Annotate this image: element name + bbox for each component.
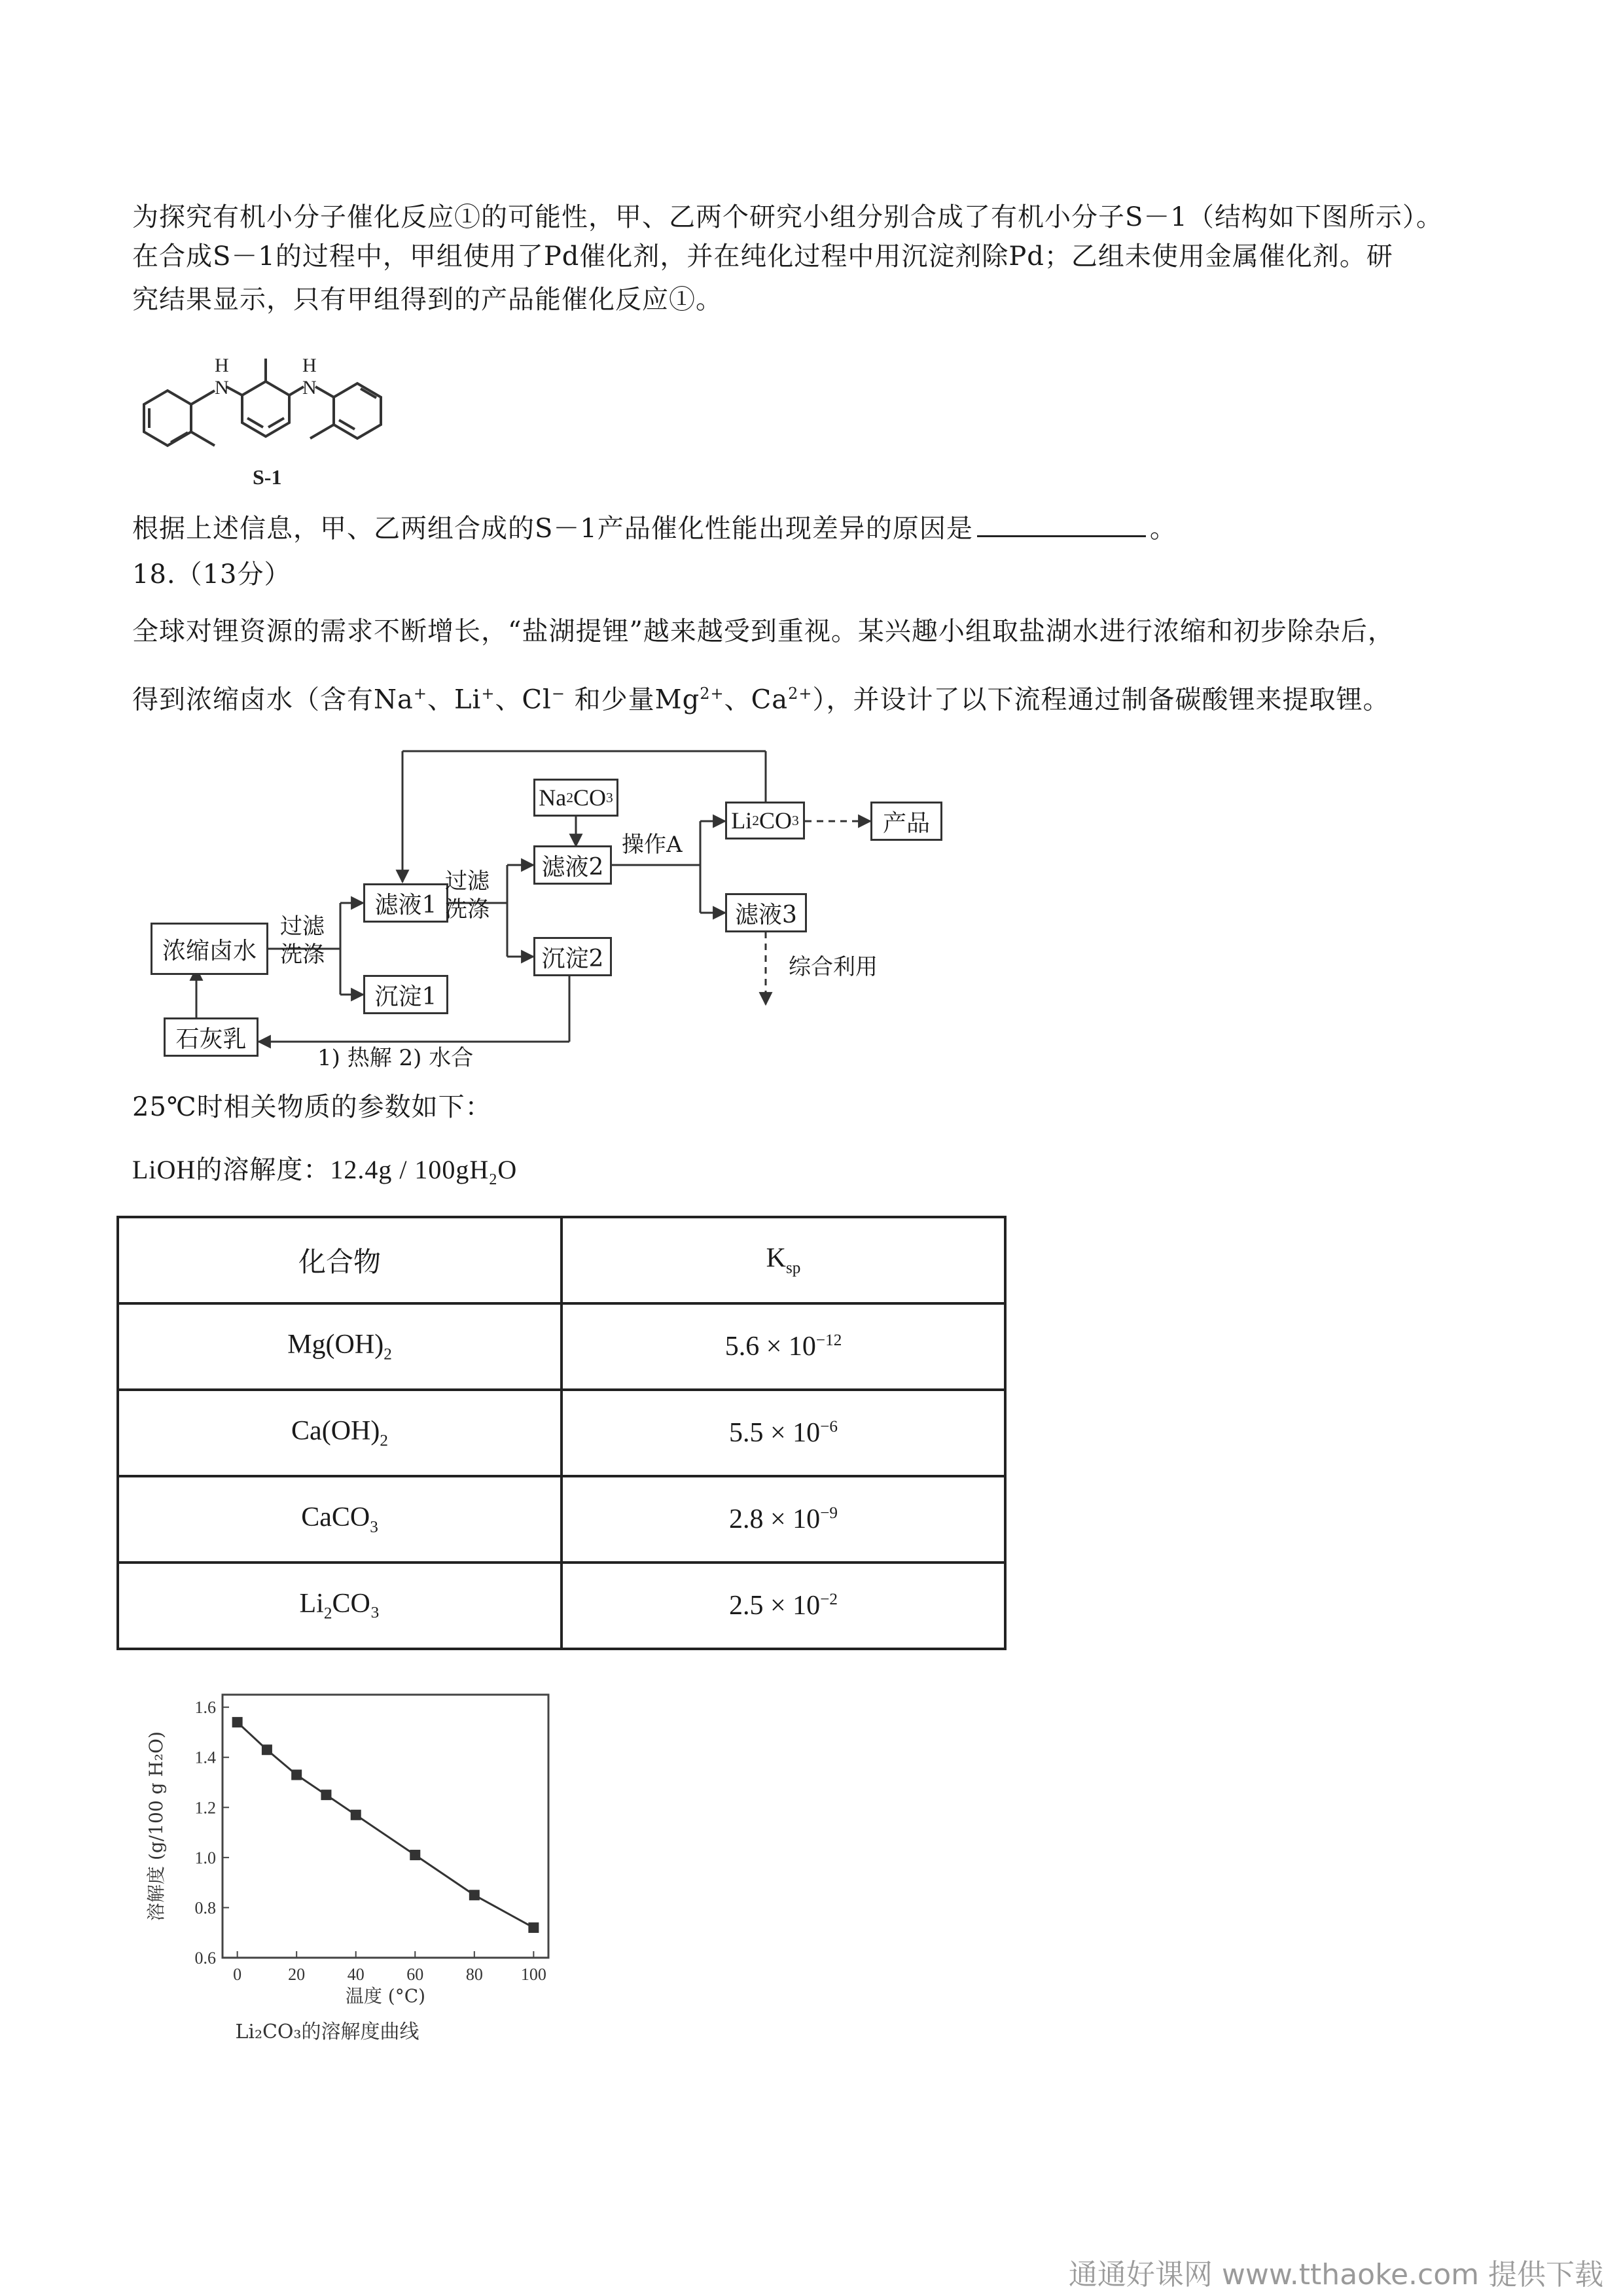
na2co3-co: CO [573,785,606,811]
brine-box: 浓缩卤水 [151,923,268,975]
compound-cell [118,1563,562,1649]
table-row [118,1563,1005,1649]
filtrate3-box: 滤液3 [725,893,807,932]
q18-sep-4: 、Ca [724,684,789,715]
compound-cell [118,1476,562,1563]
table-header-row [118,1217,1005,1303]
li2co3-sub2: 3 [792,812,799,828]
compound-tail: CO₃ [332,1589,380,1619]
x-tick-label: 20 [288,1965,306,1984]
compound-cell [118,1390,562,1476]
data-point [528,1922,539,1933]
data-point [351,1810,361,1820]
wash-label-2: 洗涤 [445,896,490,923]
filter-label-1: 过滤 [280,913,325,940]
compound-sub: 2 [383,1345,392,1364]
data-point [291,1770,302,1780]
li2co3-sub1: 2 [752,812,759,828]
na-charge: + [413,684,427,703]
h-label-1: H [215,355,229,376]
ksp-exponent: −6 [820,1418,838,1436]
q18-line-1: 全球对锂资源的需求不断增长，“盐湖提锂”越来越受到重视。某兴趣小组取盐湖水进行浓缩和初步除杂后， [132,616,1395,646]
intro-line-1: 为探究有机小分子催化反应①的可能性，甲、乙两个研究小组分别合成了有机小分子S－1（结构如下图所示）。 [132,202,1443,232]
y-tick-label: 1.0 [194,1848,216,1867]
data-point [262,1744,272,1755]
q18-line-2b: ），并设计了以下流程通过制备碳酸锂来提取锂。 [812,684,1390,715]
table-header-ksp [562,1217,1005,1303]
y-tick-label: 1.4 [194,1748,216,1767]
na2co3-box [533,779,618,817]
lime-box: 石灰乳 [164,1017,259,1057]
data-point [469,1890,480,1900]
cl-charge: − [551,684,565,703]
table-row [118,1390,1005,1476]
y-tick-label: 1.6 [194,1698,216,1718]
ksp-exponent: −12 [815,1332,842,1349]
q18-header: 18.（13分） [132,559,291,590]
x-axis-label: 温度 (°C) [345,1985,426,2007]
compound-name: Li [299,1589,324,1619]
na2co3-sub1: 2 [566,789,573,805]
product-box: 产品 [870,802,942,841]
molecule-label: S-1 [253,465,282,489]
y-tick-label: 1.2 [194,1798,216,1818]
ksp-cell [562,1390,1005,1476]
q18-sep-1: 、Li [427,684,482,715]
y-tick-label: 0.8 [194,1898,216,1918]
q18-sep-2: 、Cl [495,684,552,715]
ksp-exponent: −9 [820,1504,838,1522]
data-point [410,1850,420,1860]
footer-watermark: 通通好课网 www.tthaoke.com 提供下载 [1068,2258,1603,2291]
li2co3-li: Li [731,807,753,834]
lioh-text: LiOH的溶解度：12.4g / 100gH [132,1155,490,1184]
li2co3-co: CO [758,807,792,834]
compound-sub: 3 [370,1518,378,1536]
ksp-cell [562,1563,1005,1649]
precip1-box: 沉淀1 [363,975,448,1014]
compound-sub: 2 [380,1432,388,1450]
filtrate1-box: 滤液1 [363,883,448,923]
lioh-sub: 2 [489,1171,498,1188]
lioh-solubility [132,1157,517,1188]
pyrolysis-label: 1) 热解 2) 水合 [317,1045,474,1071]
na2co3-sub2: 3 [606,789,613,805]
q18-line-2a: 得到浓缩卤水（含有Na [132,684,414,715]
ksp-mantissa: 5.5 × 10 [729,1418,821,1448]
ksp-exponent: −2 [820,1591,838,1608]
ksp-mantissa: 5.6 × 10 [724,1332,816,1362]
q18-sep-3: 和少量Mg [565,684,700,715]
ksp-table [116,1216,1007,1650]
ksp-cell [562,1303,1005,1390]
table-row [118,1476,1005,1563]
mg-charge: 2+ [700,684,724,703]
li-charge: + [481,684,495,703]
h-label-2: H [302,355,317,376]
utilization-label: 综合利用 [789,954,878,980]
intro-line-3: 究结果显示，只有甲组得到的产品能催化反应①。 [132,285,722,315]
x-tick-label: 0 [233,1965,242,1984]
table-header-compound: 化合物 [118,1217,562,1303]
filter-wash-label-2 [445,868,490,923]
compound-sub: 2 [323,1604,332,1623]
na2co3-na: Na [539,785,567,811]
compound-name: CaCO [301,1502,370,1533]
nh-label-1: N [215,377,229,398]
x-tick-label: 100 [520,1965,546,1984]
ksp-k: K [766,1243,786,1274]
x-tick-label: 80 [465,1965,483,1984]
nh-label-2: N [302,377,317,398]
question-end: 。 [1149,514,1177,544]
lioh-o: O [497,1155,518,1184]
precip2-box: 沉淀2 [533,937,612,976]
ksp-cell [562,1476,1005,1563]
filter-label-2: 过滤 [445,868,490,894]
ksp-sub: sp [785,1259,801,1277]
compound-cell [118,1303,562,1390]
chart-title: Li₂CO₃的溶解度曲线 [235,2021,419,2043]
filter-wash-label-1 [280,913,325,968]
li2co3-box [725,802,805,839]
data-point [321,1790,331,1800]
compound-name: Ca(OH) [291,1416,380,1447]
params-header: 25℃时相关物质的参数如下： [132,1092,492,1122]
y-tick-label: 0.6 [194,1949,216,1968]
y-axis-label: 溶解度 (g/100 g H₂O) [145,1731,167,1921]
x-tick-label: 60 [406,1965,424,1984]
ksp-mantissa: 2.8 × 10 [729,1504,821,1534]
table-row [118,1303,1005,1390]
solubility-chart [131,1675,589,2055]
question-text: 根据上述信息，甲、乙两组合成的S－1产品催化性能出现差异的原因是 [132,514,973,544]
intro-line-2: 在合成S－1的过程中，甲组使用了Pd催化剂，并在纯化过程中用沉淀剂除Pd；乙组未使用金属催化剂。研 [132,241,1393,272]
data-point [232,1717,243,1727]
wash-label-1: 洗涤 [280,941,325,968]
filtrate2-box: 滤液2 [533,845,612,885]
x-tick-label: 40 [347,1965,365,1984]
operation-a-label: 操作A [622,832,683,858]
compound-name: Mg(OH) [287,1330,384,1360]
ca-charge: 2+ [788,684,813,703]
ksp-mantissa: 2.5 × 10 [729,1591,821,1621]
